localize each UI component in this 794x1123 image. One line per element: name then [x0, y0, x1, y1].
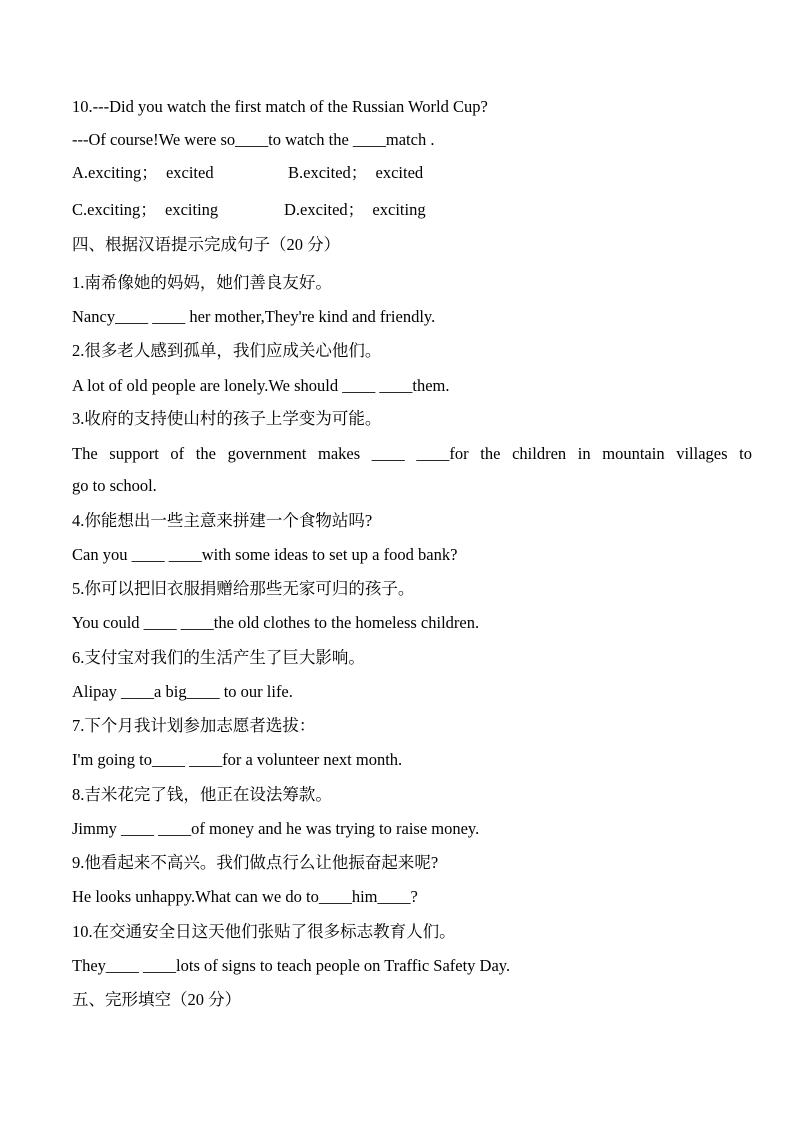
q10-option-b: B.excited； excited: [288, 163, 424, 182]
s4-item2-english: A lot of old people are lonely.We should ____ ____them.: [72, 376, 450, 395]
s4-item7-english: I'm going to____ ____for a volunteer next month.: [72, 750, 403, 769]
s4-item2-chinese: 2.很多老人感到孤单，我们应成关心他们。: [72, 341, 382, 360]
q10-question: 10.---Did you watch the first match of the Russian World Cup?: [72, 97, 488, 116]
s4-item5-english: You could ____ ____the old clothes to the homeless children.: [72, 613, 480, 632]
s4-item6-chinese: 6.支付宝对我们的生活产生了巨大影响。: [72, 648, 365, 667]
q10-answer-line: ---Of course!We were so____to watch the ____match .: [72, 130, 435, 149]
q10-option-c: C.exciting； exciting: [72, 200, 219, 219]
s4-item3-english: The support of the government makes ____ ____for the children in mountain villages to: [72, 444, 752, 463]
s4-item1-english: Nancy____ ____ her mother,They're kind and friendly.: [72, 307, 436, 326]
s4-item3-chinese: 3.收府的支持使山村的孩子上学变为可能。: [72, 409, 382, 428]
s4-item10-chinese: 10.在交通安全日这天他们张贴了很多标志教育人们。: [72, 922, 456, 941]
section5-heading: 五、完形填空（20 分）: [72, 990, 242, 1009]
section4-heading: 四、根据汉语提示完成句子（20 分）: [72, 235, 341, 254]
q10-option-a: A.exciting； excited: [72, 163, 214, 182]
s4-item6-english: Alipay ____a big____ to our life.: [72, 682, 293, 701]
s4-item9-chinese: 9.他看起来不高兴。我们做点行么让他振奋起来呢?: [72, 853, 439, 872]
s4-item10-english: They____ ____lots of signs to teach people on Traffic Safety Day.: [72, 956, 511, 975]
s4-item8-chinese: 8.吉米花完了钱，他正在设法筹款。: [72, 785, 332, 804]
q10-option-d: D.excited； exciting: [284, 200, 426, 219]
s4-item4-english: Can you ____ ____with some ideas to set up a food bank?: [72, 545, 458, 564]
s4-item9-english: He looks unhappy.What can we do to____him____?: [72, 887, 418, 906]
s4-item8-english: Jimmy ____ ____of money and he was trying to raise money.: [72, 819, 480, 838]
s4-item7-chinese: 7.下个月我计划参加志愿者选拔：: [72, 716, 316, 735]
s4-item1-chinese: 1.南希像她的妈妈，她们善良友好。: [72, 273, 332, 292]
s4-item4-chinese: 4.你能想出一些主意来拼建一个食物站吗?: [72, 511, 373, 530]
s4-item3-english-cont: go to school.: [72, 476, 157, 495]
s4-item5-chinese: 5.你可以把旧衣服捐赠给那些无家可归的孩子。: [72, 579, 415, 598]
